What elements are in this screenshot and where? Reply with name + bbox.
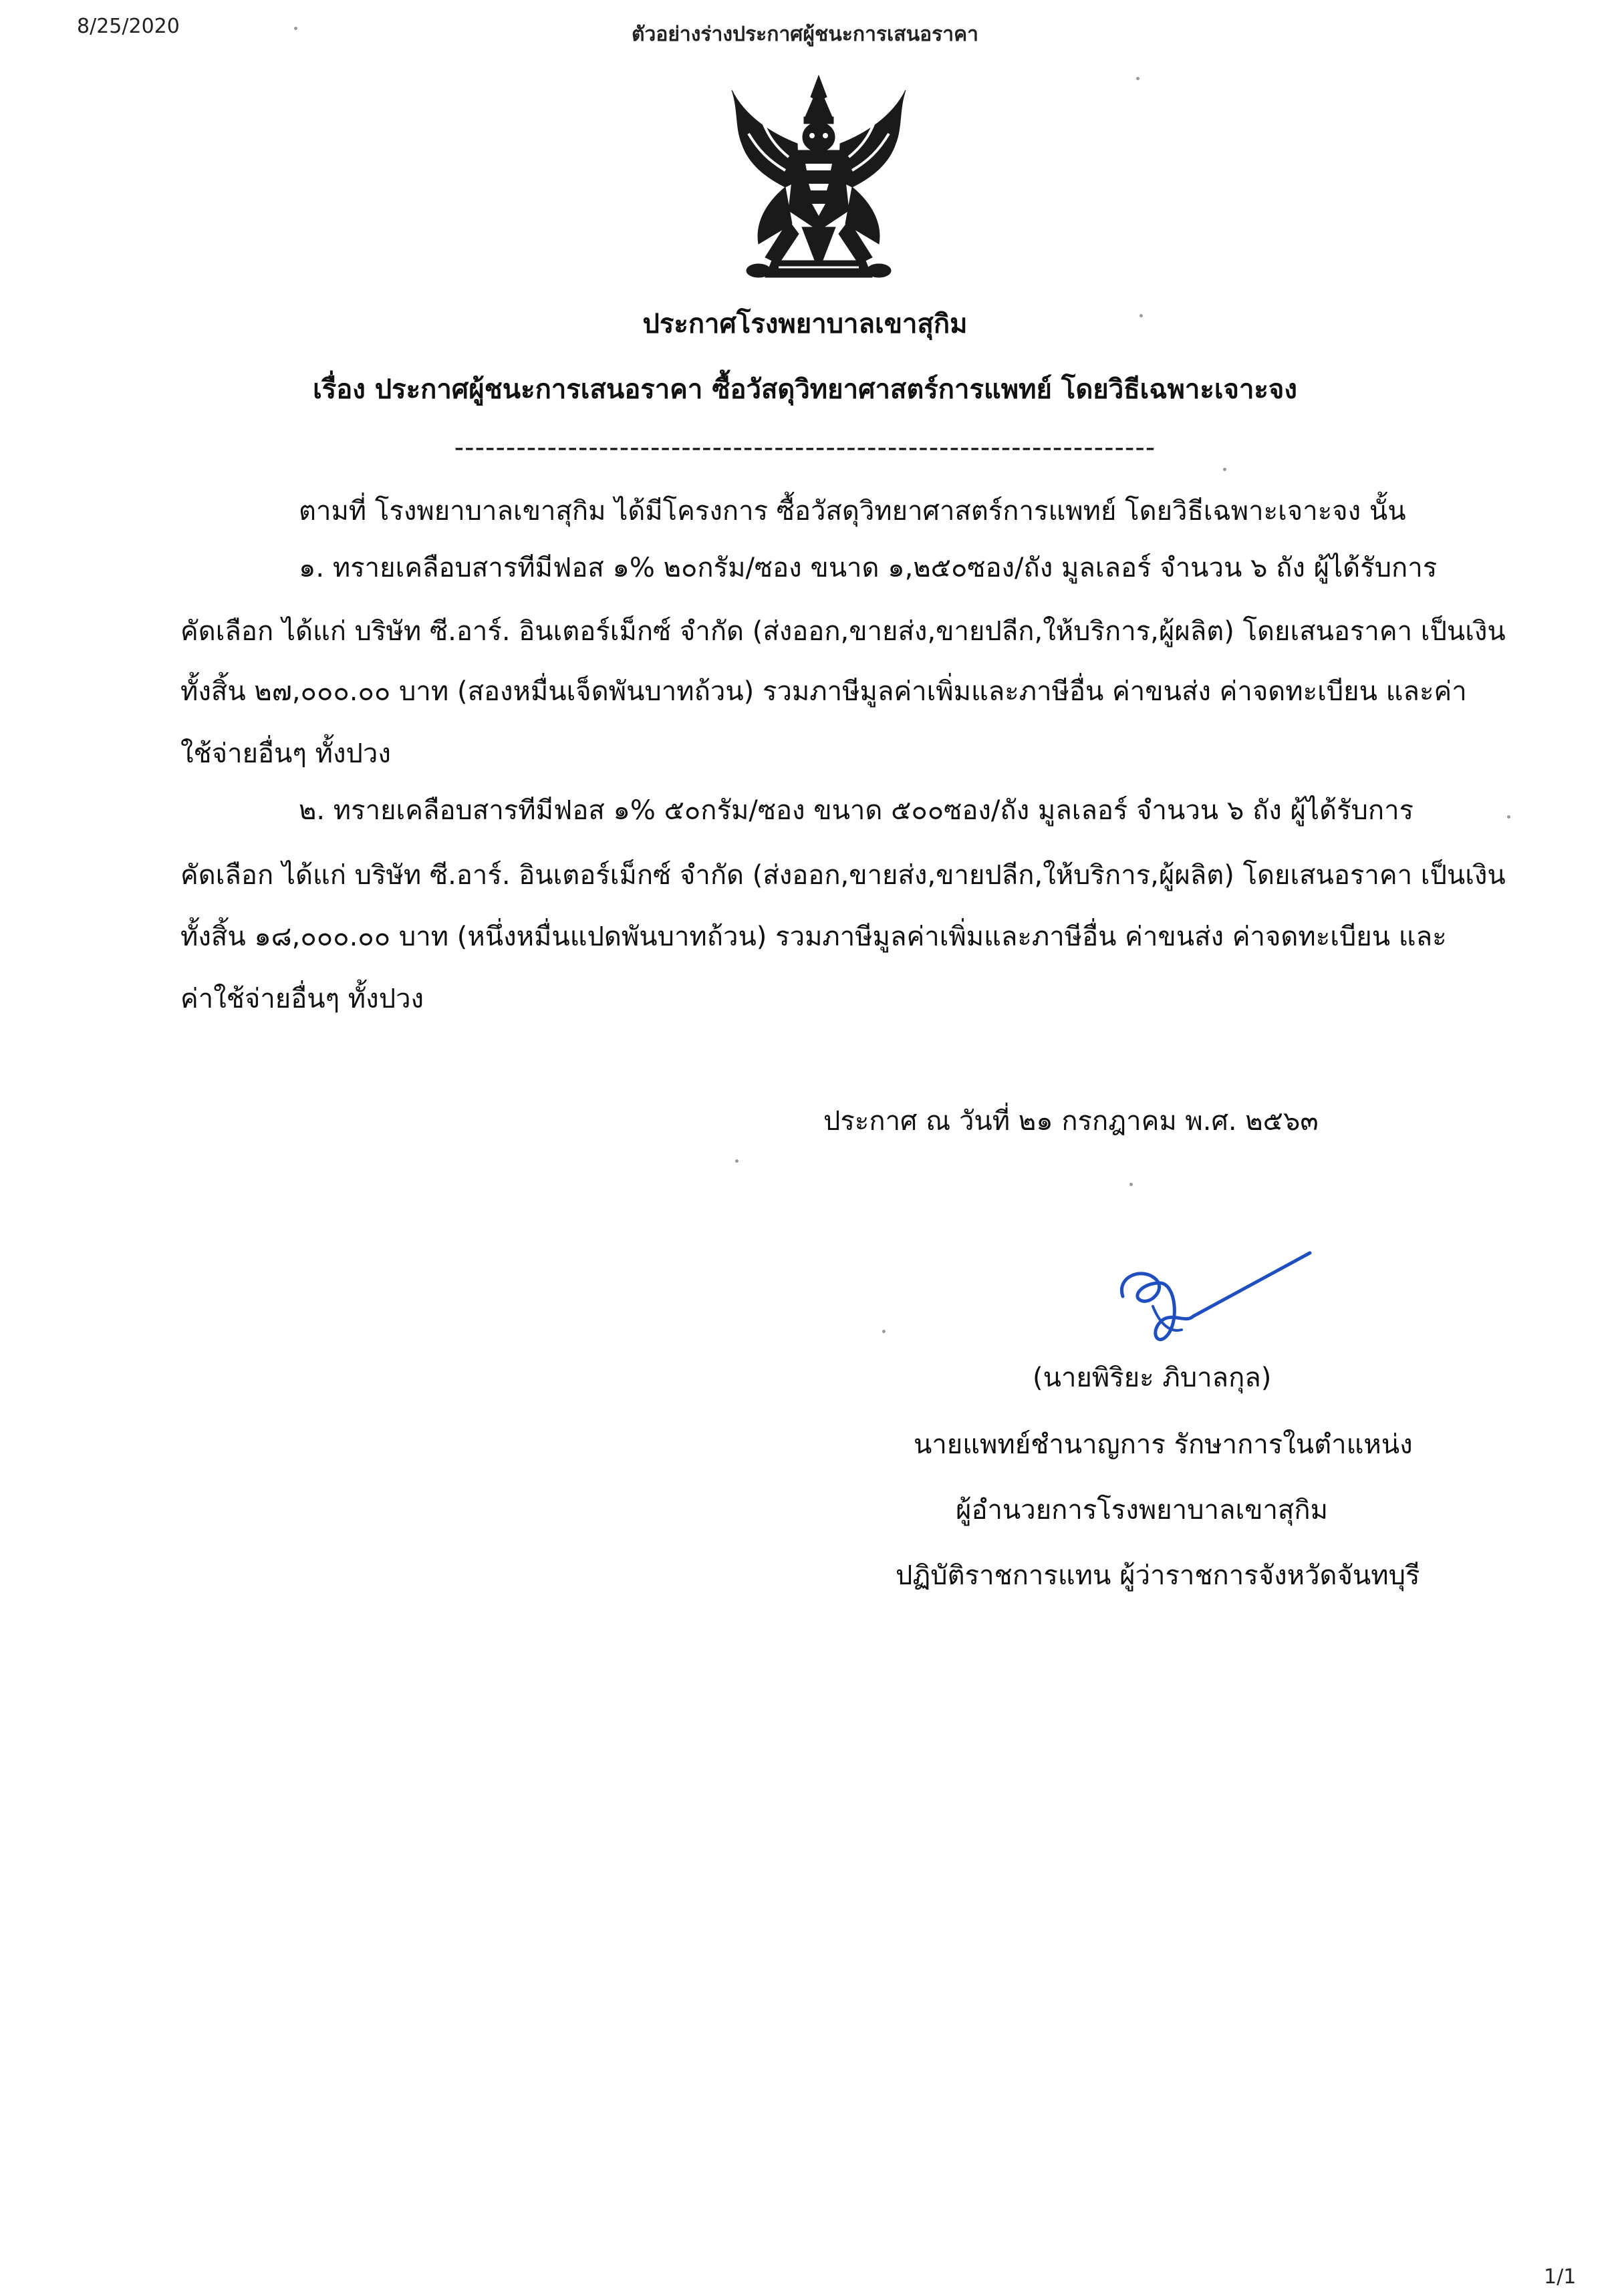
item1-line1: ๑. ทรายเคลือบสารทีมีฟอส ๑% ๒๐กรัม/ซอง ขนาด ๑,๒๕๐ซอง/ถัง มูลเลอร์ จำนวน ๖ ถัง ผู้ได้รับการ (299, 553, 1438, 583)
scan-speck (1139, 314, 1143, 317)
scan-speck (1129, 1183, 1133, 1186)
garuda-emblem-icon (718, 70, 919, 291)
scan-speck (294, 27, 297, 30)
print-header-title: ตัวอย่างร่างประกาศผู้ชนะการเสนอราคา (632, 23, 978, 46)
page-number: 1/1 (1544, 2265, 1577, 2289)
print-date: 8/25/2020 (77, 15, 180, 38)
signature-icon (1103, 1243, 1317, 1350)
org-title: ประกาศโรงพยาบาลเขาสุกิม (642, 309, 968, 339)
scan-speck (882, 1330, 886, 1333)
announce-date: ประกาศ ณ วันที่ ๒๑ กรกฎาคม พ.ศ. ๒๕๖๓ (823, 1106, 1319, 1137)
scan-speck (735, 1159, 739, 1163)
scan-speck (1136, 77, 1139, 80)
signer-title-3: ปฏิบัติราชการแทน ผู้ว่าราชการจังหวัดจันทบุรี (896, 1560, 1420, 1591)
scan-speck (1507, 815, 1510, 819)
item2-line4: ค่าใช้จ่ายอื่นๆ ทั้งปวง (180, 984, 424, 1014)
item1-line4: ใช้จ่ายอื่นๆ ทั้งปวง (180, 738, 391, 769)
intro-paragraph: ตามที่ โรงพยาบาลเขาสุกิม ได้มีโครงการ ซื้อวัสดุวิทยาศาสตร์การแพทย์ โดยวิธีเฉพาะเจาะจง นั้น (299, 496, 1406, 527)
item2-line3: ทั้งสิ้น ๑๘,๐๐๐.๐๐ บาท (หนึ่งหมื่นแปดพันบาทถ้วน) รวมภาษีมูลค่าเพิ่มและภาษีอื่น ค่าขนส่ง ค่าจดทะเบียน และ (180, 921, 1447, 952)
subject-line: เรื่อง ประกาศผู้ชนะการเสนอราคา ซื้อวัสดุวิทยาศาสตร์การแพทย์ โดยวิธีเฉพาะเจาะจง (313, 374, 1297, 405)
signer-title-2: ผู้อำนวยการโรงพยาบาลเขาสุกิม (956, 1495, 1328, 1526)
item1-line2: คัดเลือก ได้แก่ บริษัท ซี.อาร์. อินเตอร์เม็กซ์ จำกัด (ส่งออก,ขายส่ง,ขายปลีก,ให้บริการ,ผู้ผลิต) โดยเสนอราคา เป็นเงิน (180, 616, 1506, 647)
signer-name: (นายพิริยะ ภิบาลกุล) (1033, 1362, 1272, 1393)
signer-title-1: นายแพทย์ชำนาญการ รักษาการในตำแหน่ง (914, 1429, 1413, 1460)
scan-speck (1223, 468, 1226, 471)
item2-line1: ๒. ทรายเคลือบสารทีมีฟอส ๑% ๕๐กรัม/ซอง ขนาด ๕๐๐ซอง/ถัง มูลเลอร์ จำนวน ๖ ถัง ผู้ได้รับการ (299, 795, 1414, 826)
item1-line3: ทั้งสิ้น ๒๗,๐๐๐.๐๐ บาท (สองหมื่นเจ็ดพันบาทถ้วน) รวมภาษีมูลค่าเพิ่มและภาษีอื่น ค่าขนส่ง ค่าจดทะเบียน และค่า (180, 676, 1467, 707)
separator-line: -------------------------------------------------------------------- (454, 432, 1156, 463)
item2-line2: คัดเลือก ได้แก่ บริษัท ซี.อาร์. อินเตอร์เม็กซ์ จำกัด (ส่งออก,ขายส่ง,ขายปลีก,ให้บริการ,ผู้ผลิต) โดยเสนอราคา เป็นเงิน (180, 860, 1506, 891)
